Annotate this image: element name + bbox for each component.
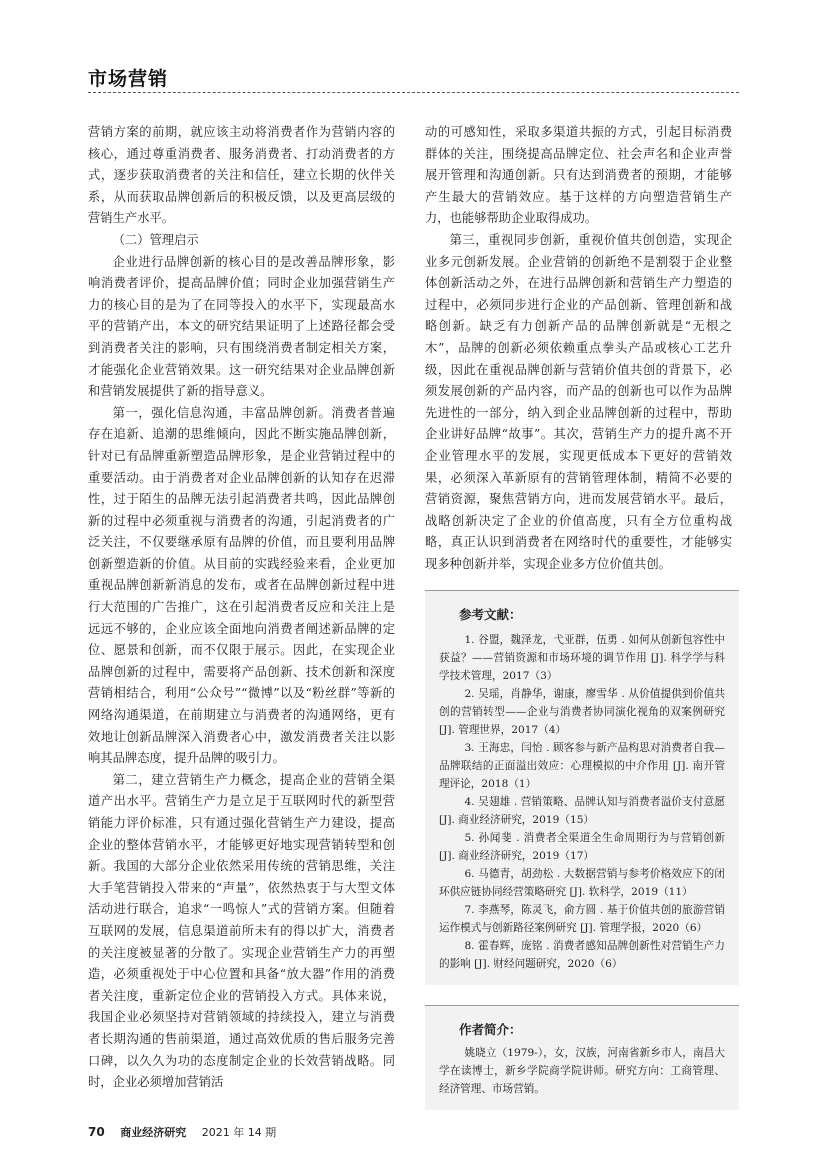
reference-item: 4. 吴翅雄 . 营销策略、品牌认知与消费者溢价支付意愿 [J]. 商业经济研究，2019（15） bbox=[439, 796, 725, 826]
right-text-column bbox=[425, 122, 732, 575]
subheading: （二）管理启示 bbox=[112, 232, 199, 247]
paragraph: 第三，重视同步创新，重视价值共创创造，实现企业多元创新发展。企业营销的创新绝不是割裂于企业整体创新活动之外，在进行品牌创新和营销生产力塑造的过程中，必须同步进行企业的产品创新、管理创新和战略创新。缺乏有力创新产品的品牌创新就是“无根之木”，品牌的创新必须依赖重点拳头产品或核心工艺升级，因此在重视品牌创新与营销价值共创的背景下，必须发展创新的产品内容，而产品的创新也可以作为品牌先进性的一部分，纳入到企业品牌创新的过程中，帮助企业讲好品牌“故事”。其次，营销生产力的提升离不开企业管理水平的发展，实现更低成本下更好的营销效果，必须深入革新原有的营销管理体制，精简不必要的营销资源，聚焦营销方向，进而发展营销水平。最后，战略创新决定了企业的价值高度，只有全方位重构战略，真正认识到消费者在网络时代的重要性，才能够实现多种创新并举，实现企业多方位价值共创。 bbox=[425, 232, 732, 571]
reference-item: 1. 谷盟，魏泽龙，弋亚群，伍勇 . 如何从创新包容性中获益？——营销资源和市场环境的调节作用 [J]. 科学学与科学技术管理，2017（3） bbox=[439, 634, 725, 682]
paragraph: 第二，建立营销生产力概念，提高企业的营销全渠道产出水平。营销生产力是立足于互联网时代的新型营销能力评价标准，只有通过强化营销生产力建设，提高企业的整体营销水平，才能够更好地实现营销转型和创新。我国的大部分企业依然采用传统的营销思维，关注大手笔营销投入带来的“声量”，依然热衷于与大型文体活动进行联合，追求“一鸣惊人”式的营销方案。但随着互联网的发展，信息渠道前所未有的得以扩大，消费者的关注度被显著的分散了。实现企业营销生产力的再塑造，必须重视处于中心位置和具备“放大器”作用的消费者关注度，重新定位企业的营销投入方式。具体来说，我国企业必须坚持对营销领域的持续投入，建立与消费者长期沟通的售前渠道，通过高效优质的售后服务完善口碑，以久久为功的态度制定企业的长效营销战略。同时，企业必须增加营销活 bbox=[88, 772, 395, 1090]
page-footer bbox=[88, 1124, 276, 1140]
reference-item: 6. 马德青，胡劲松 . 大数据营销与参考价格效应下的闭环供应链协同经营策略研究 [J]. 软科学，2019（11） bbox=[439, 868, 725, 898]
reference-item: 3. 王海忠，闫怡 . 顾客参与新产品构思对消费者自我—品牌联结的正面溢出效应：心理模拟的中介作用 [J]. 南开管理评论，2018（1） bbox=[439, 742, 725, 790]
reference-item: 8. 霍春辉，庞铭 . 消费者感知品牌创新性对营销生产力的影响 [J]. 财经问题研究，2020（6） bbox=[439, 940, 725, 970]
reference-item: 5. 孙闻斐 . 消费者全渠道全生命周期行为与营销创新 [J]. 商业经济研究，2019（17） bbox=[439, 832, 725, 862]
paragraph: 营销方案的前期，就应该主动将消费者作为营销内容的核心，通过尊重消费者、服务消费者、打动消费者的方式，逐步获取消费者的关注和信任，建立长期的伙伴关系，从而获取品牌创新后的积极反馈，以及更高层级的营销生产水平。 bbox=[88, 125, 395, 226]
author-bio: 姚晓立（1979-），女，汉族，河南省新乡市人，南昌大学在读博士，新乡学院商学院讲师。研究方向：工商管理、经济管理、市场营销。 bbox=[439, 1047, 725, 1095]
left-text-column bbox=[88, 122, 395, 1094]
journal-issue: 2021 年 14 期 bbox=[201, 1126, 277, 1139]
references-title: 参考文献： bbox=[459, 607, 522, 622]
author-box bbox=[425, 1005, 739, 1110]
author-title: 作者简介： bbox=[459, 1022, 522, 1037]
journal-name: 商业经济研究 bbox=[120, 1126, 187, 1139]
paragraph: 动的可感知性，采取多渠道共振的方式，引起目标消费群体的关注，围绕提高品牌定位、社会声名和企业声誉展开管理和沟通创新。只有达到消费者的预期，才能够产生最大的营销效应。基于这样的方向塑造营销生产力，也能够帮助企业取得成功。 bbox=[425, 125, 732, 226]
header-divider bbox=[88, 92, 739, 93]
references-box bbox=[425, 590, 739, 985]
section-title: 市场营销 bbox=[88, 68, 169, 90]
paragraph: 第一，强化信息沟通，丰富品牌创新。消费者普遍存在追新、追潮的思维倾向，因此不断实施品牌创新，针对已有品牌重新塑造品牌形象，是企业营销过程中的重要活动。由于消费者对企业品牌创新的认知存在迟滞性，过于陌生的品牌无法引起消费者共鸣，因此品牌创新的过程中必须重视与消费者的沟通，引起消费者的广泛关注，不仅要继承原有品牌的价值，而且要利用品牌创新塑造新的价值。从目前的实践经验来看，企业更加重视品牌创新新消息的发布，或者在品牌创新过程中进行大范围的广告推广，这在引起消费者反应和关注上是远远不够的，企业应该全面地向消费者阐述新品牌的定位、愿景和创新，而不仅限于展示。因此，在实现企业品牌创新的过程中，需要将产品创新、技术创新和深度营销相结合，利用“公众号”“微博”以及“粉丝群”等新的网络沟通渠道，在前期建立与消费者的沟通网络，更有效地让创新品牌深入消费者心中，激发消费者关注以影响其品牌态度，提升品牌的吸引力。 bbox=[88, 405, 395, 766]
reference-item: 2. 吴瑶，肖静华，谢康，廖雪华 . 从价值提供到价值共创的营销转型——企业与消费者协同演化视角的双案例研究 [J]. 管理世界，2017（4） bbox=[439, 688, 725, 736]
page-number: 70 bbox=[88, 1125, 105, 1139]
reference-item: 7. 李燕琴，陈灵飞，俞方圆 . 基于价值共创的旅游营销运作模式与创新路径案例研究 [J]. 管理学报，2020（6） bbox=[439, 904, 725, 934]
paragraph: 企业进行品牌创新的核心目的是改善品牌形象，影响消费者评价，提高品牌价值；同时企业加强营销生产力的核心目的是为了在同等投入的水平下，实现最高水平的营销产出，本文的研究结果证明了上述路径都会受到消费者关注的影响，只有围绕消费者制定相关方案，才能强化企业营销效果。这一研究结果对企业品牌创新和营销发展提供了新的指导意义。 bbox=[88, 254, 395, 399]
